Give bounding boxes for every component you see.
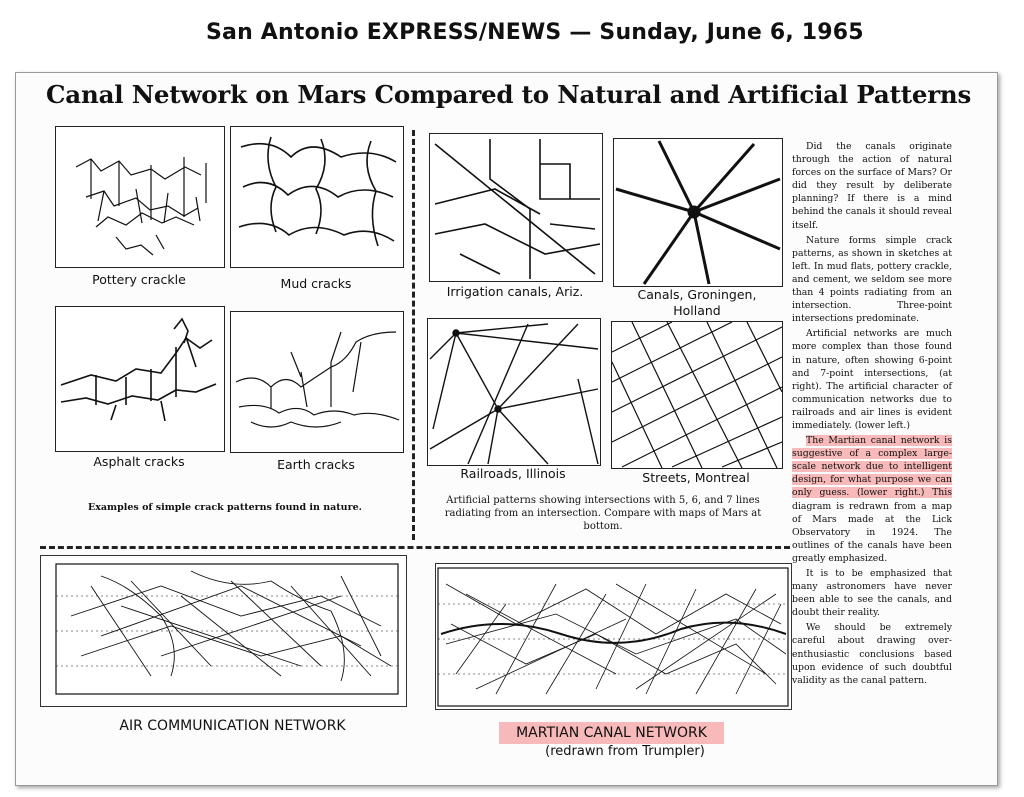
- article-paragraph-4: [792, 434, 952, 565]
- air-communication-map: [40, 555, 407, 707]
- artificial-patterns-note: Artificial patterns showing intersections with 5, 6, and 7 lines radiating from an intersection. Compare with maps of Mars at bottom.: [444, 495, 762, 532]
- martian-network-subcaption: (redrawn from Trumpler): [545, 744, 705, 759]
- streets-montreal-sketch: [611, 321, 783, 469]
- article-paragraph-5: It is to be emphasized that many astronomers have never been able to see the canals, and doubt their reality.: [792, 568, 952, 619]
- pottery-crackle-caption: Pottery crackle: [92, 272, 186, 287]
- headline: Canal Network on Mars Compared to Natural and Artificial Patterns: [46, 80, 972, 109]
- irrigation-canals-sketch: [429, 133, 603, 282]
- railroads-illinois-sketch: [427, 318, 601, 466]
- earth-cracks-sketch: [230, 311, 404, 453]
- martian-canal-map: [435, 563, 792, 710]
- natural-patterns-note: Examples of simple crack patterns found in nature.: [88, 502, 362, 513]
- railroads-illinois-caption: Railroads, Illinois: [460, 466, 566, 481]
- irrigation-canals-caption: Irrigation canals, Ariz.: [446, 284, 584, 299]
- article-paragraph-3: Artificial networks are much more complex than those found in nature, often showing 6-point and 7-point intersections, (at right). The artificial character of communication networks due to railroads and air lines is evident immediately. (lower left.): [792, 328, 952, 431]
- vertical-divider: [412, 130, 415, 540]
- groningen-canals-sketch: [613, 138, 783, 287]
- air-network-caption: AIR COMMUNICATION NETWORK: [119, 718, 346, 734]
- article-column: [792, 140, 952, 689]
- groningen-canals-caption: Canals, Groningen, Holland: [637, 287, 757, 318]
- mud-cracks-sketch: [230, 126, 404, 268]
- highlighted-passage: The Martian canal network is suggestive of a complex large-scale network due to intelligent design, for what purpose we can only guess. (lower right.) This: [792, 435, 952, 499]
- mud-cracks-caption: Mud cracks: [280, 276, 352, 291]
- article-paragraph-1: Did the canals originate through the action of natural forces on the surface of Mars? Or did they result by deliberate planning? If there is a mind behind the canals it should reveal itself.: [792, 141, 952, 231]
- pottery-crackle-sketch: [55, 126, 225, 268]
- asphalt-cracks-caption: Asphalt cracks: [93, 454, 185, 469]
- article-paragraph-2: Nature forms simple crack patterns, as shown in sketches at left. In mud flats, pottery crackle, and cement, we seldom see more than 4 points radiating from an intersection. Three-point intersections predominate.: [792, 234, 952, 325]
- martian-network-caption: MARTIAN CANAL NETWORK: [499, 722, 724, 744]
- streets-montreal-caption: Streets, Montreal: [642, 470, 750, 485]
- article-paragraph-4-rest: diagram is redrawn from a map of Mars made at the Lick Observatory in 1924. The outlines of the canals have been greatly emphasized.: [792, 500, 952, 564]
- horizontal-divider: [40, 546, 790, 549]
- masthead: San Antonio EXPRESS/NEWS — Sunday, June 6, 1965: [206, 20, 864, 45]
- asphalt-cracks-sketch: [55, 306, 225, 452]
- earth-cracks-caption: Earth cracks: [277, 457, 355, 472]
- article-paragraph-6: We should be extremely careful about drawing over-enthusiastic conclusions based upon evidence of such doubtful validity as the canal pattern.: [792, 622, 952, 686]
